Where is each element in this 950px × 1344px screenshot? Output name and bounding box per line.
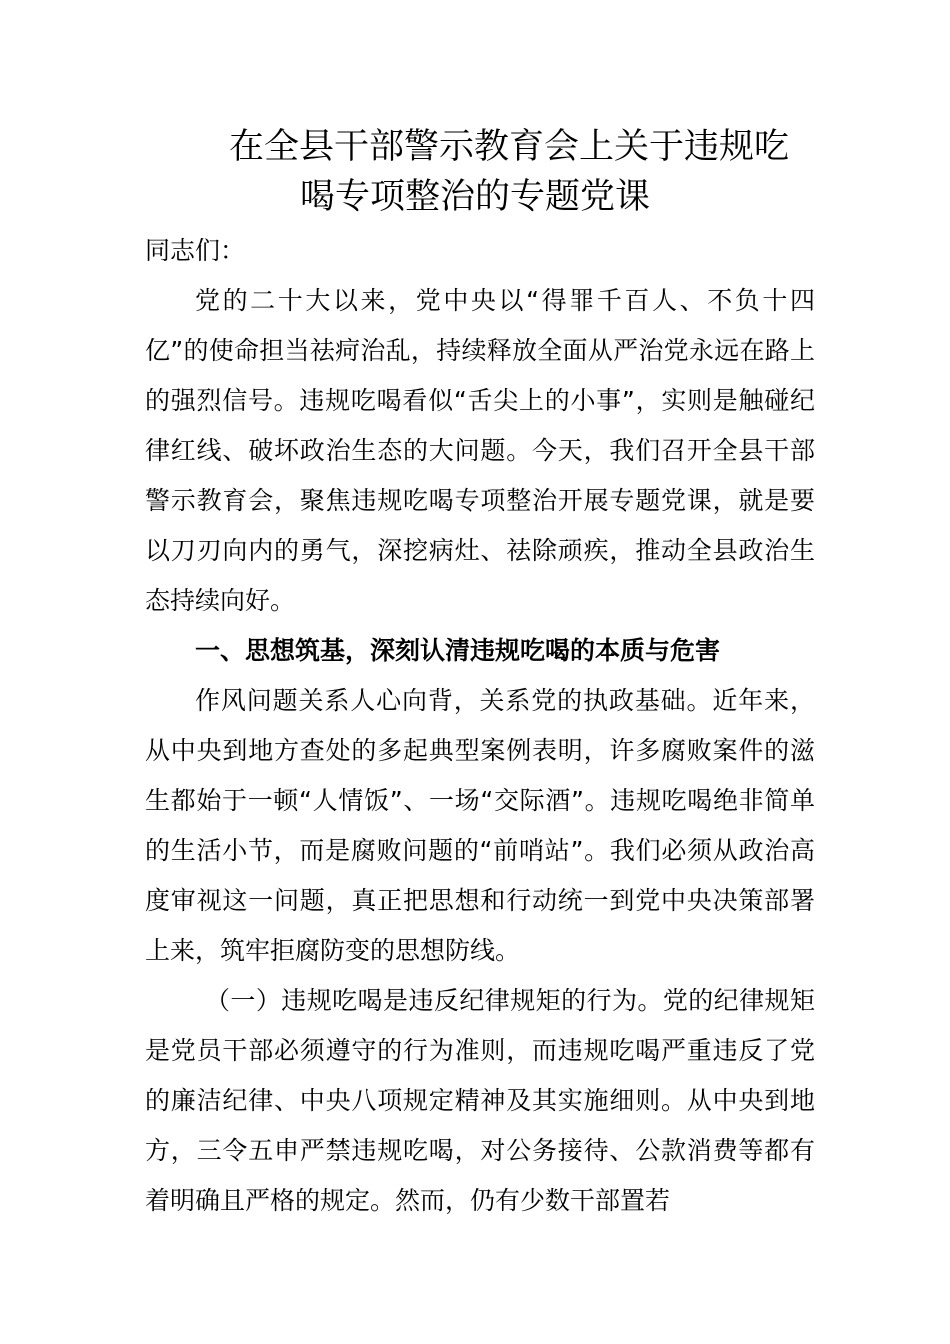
title-line-1: 在全县干部警示教育会上关于违规吃	[229, 127, 790, 167]
salutation: 同志们：	[145, 236, 246, 265]
document-title	[145, 122, 825, 222]
paragraph-section-intro: 作风问题关系人心向背，关系党的执政基础。近年来，从中央到地方查处的多起典型案例表明，许多腐败案件的滋生都始于一顿“人情饭”、一场“交际酒”。违规吃喝绝非简单的生活小节，而是腐败问题的“前哨站”。我们必须从政治高度审视这一问题，真正把思想和行动统一到党中央决策部署上来，筑牢拒腐防变的思想防线。	[145, 686, 815, 965]
document-body	[145, 226, 815, 1226]
section-heading: 一、思想筑基，深刻认清违规吃喝的本质与危害	[195, 636, 721, 665]
paragraph-intro: 党的二十大以来，党中央以“得罪千百人、不负十四亿”的使命担当祛疴治乱，持续释放全面从严治党永远在路上的强烈信号。违规吃喝看似“舌尖上的小事”，实则是触碰纪律红线、破坏政治生态的大问题。今天，我们召开全县干部警示教育会，聚焦违规吃喝专项整治开展专题党课，就是要以刀刃向内的勇气，深挖病灶、祛除顽疾，推动全县政治生态持续向好。	[145, 286, 815, 615]
paragraph-subsection-1: （一）违规吃喝是违反纪律规矩的行为。党的纪律规矩是党员干部必须遵守的行为准则，而违规吃喝严重违反了党的廉洁纪律、中央八项规定精神及其实施细则。从中央到地方，三令五申严禁违规吃喝，对公务接待、公款消费等都有着明确且严格的规定。然而，仍有少数干部置若	[145, 986, 815, 1215]
title-line-2: 喝专项整治的专题党课	[300, 177, 651, 217]
